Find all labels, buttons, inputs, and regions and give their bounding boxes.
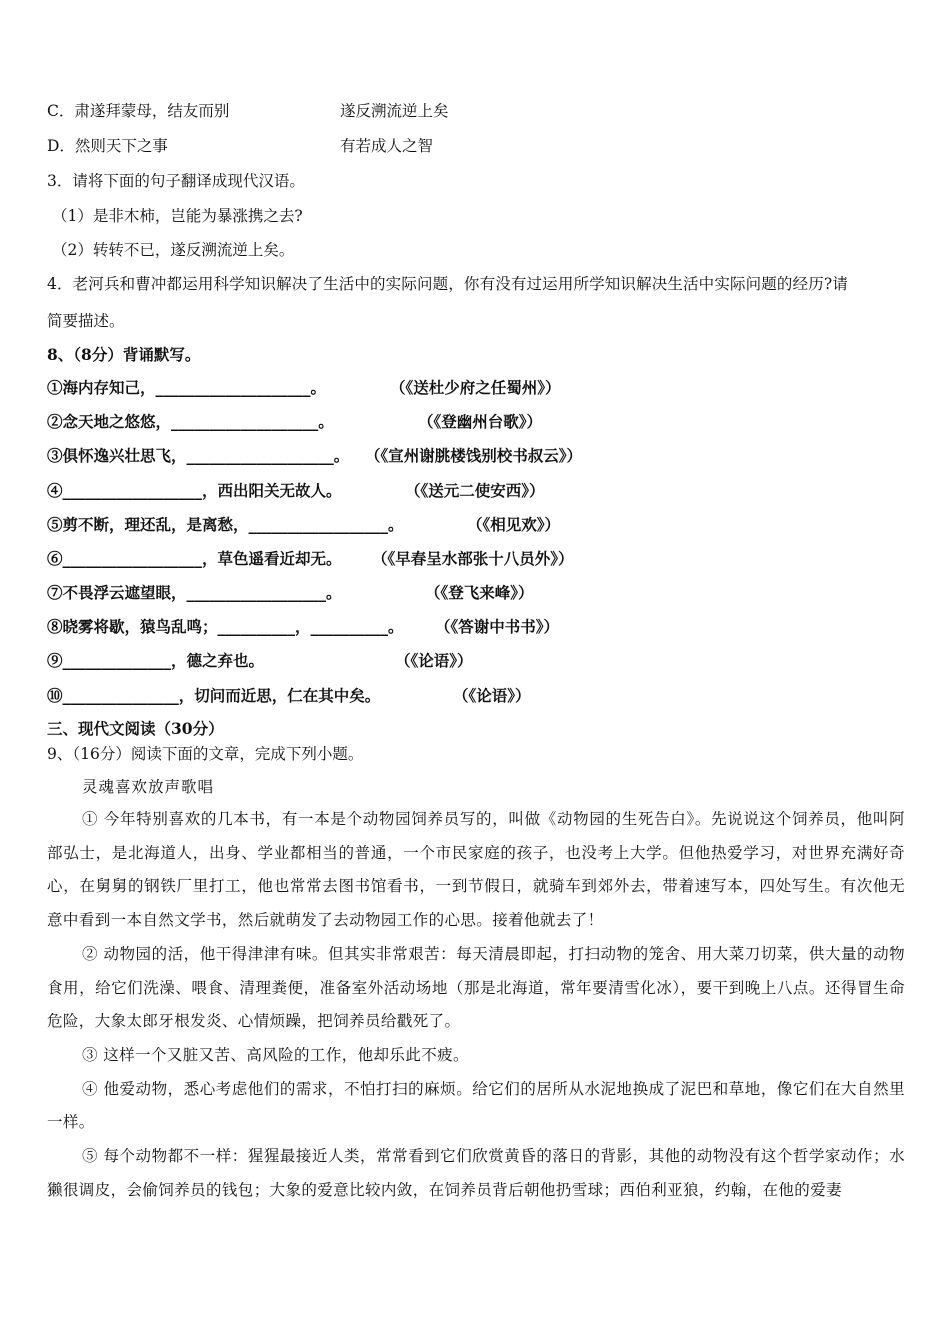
q8-item-7-text: ⑦不畏浮云遮望眼，__________________。 [47, 583, 342, 602]
article-paragraph-4: ④ 他爱动物，悉心考虑他们的需求，不怕打扫的麻烦。给它们的居所从水泥地换成了泥巴和草地，像它们在大自然里一样。 [47, 1079, 905, 1132]
q8-item-7 [47, 583, 534, 603]
q8-item-6-text: ⑥__________________，草色遥看近却无。 [47, 549, 342, 568]
q3-item-1: （1）是非木柿，岂能为暴涨携之去? [52, 207, 303, 225]
q3-title: 3．请将下面的句子翻译成现代汉语。 [47, 172, 305, 190]
q8-item-1-text: ①海内存知己，____________________。 [47, 378, 327, 397]
q8-item-6 [47, 549, 574, 569]
q8-title: 8、（8分）背诵默写。 [47, 345, 201, 364]
q4-line-2: 简要描述。 [47, 312, 125, 330]
q8-item-3-text: ③俱怀逸兴壮思飞，___________________。 [47, 446, 350, 465]
q8-item-9 [47, 651, 473, 671]
q2-option-c-right: 遂反溯流逆上矣 [340, 102, 449, 120]
q8-item-4-text: ④__________________，西出阳关无故人。 [47, 481, 342, 500]
q8-item-1-source: （《送杜少府之任蜀州》） [390, 378, 561, 397]
section-3-title: 三、现代文阅读（30分） [47, 719, 224, 738]
q8-item-4-source: （《送元二使安西》） [405, 481, 545, 500]
q8-item-3 [47, 446, 583, 466]
q8-item-10-text: ⑩_______________，切问而近思，仁在其中矣。 [47, 686, 381, 705]
q8-item-7-source: （《登飞来峰》） [425, 583, 534, 602]
q2-option-d [47, 136, 434, 156]
q8-item-8-source: （《答谢中书书》） [435, 617, 560, 636]
article-paragraph-1: ① 今年特别喜欢的几本书，有一本是个动物园饲养员写的，叫做《动物园的生死告白》。先说说这个饲养员，他叫阿部弘士，是北海道人，出身、学业都相当的普通，一个市民家庭的孩子，也没考上大学。但他热爱学习，对世界充满好奇心，在舅舅的钢铁厂里打工，他也常常去图书馆看书，一到节假日，就骑车到郊外去，带着速写本，四处写生。有次他无意中看到一本自然文学书，然后就萌发了去动物园工作的心思。接着他就去了！ [47, 810, 905, 930]
q8-item-5 [47, 515, 561, 535]
q8-item-5-text: ⑤剪不断，理还乱，是离愁，__________________。 [47, 515, 404, 534]
q8-item-8 [47, 617, 560, 637]
q8-item-9-source: （《论语》） [395, 651, 473, 670]
article-title: 灵魂喜欢放声歌唱 [82, 778, 215, 796]
article-body [47, 803, 905, 1207]
q2-option-d-label: D．然则天下之事 [47, 137, 168, 155]
q2-option-d-right: 有若成人之智 [340, 137, 434, 155]
q8-item-9-text: ⑨______________，德之弃也。 [47, 651, 265, 670]
q8-item-5-source: （《相见欢》） [467, 515, 561, 534]
article-paragraph-2: ② 动物园的活，他干得津津有味。但其实非常艰苦：每天清晨即起，打扫动物的笼舍、用大菜刀切菜，供大量的动物食用，给它们洗澡、喂食、清理粪便，准备室外活动场地（那是北海道，常年要清雪化冰），要干到晚上八点。还得冒生命危险，大象太郎牙根发炎、心情烦躁，把饲养员给戳死了。 [47, 944, 905, 1031]
article-paragraph-3: ③ 这样一个又脏又苦、高风险的工作，他却乐此不疲。 [82, 1045, 469, 1064]
q2-option-c-label: C．肃遂拜蒙母，结友而别 [47, 102, 230, 120]
article-paragraph-5: ⑤ 每个动物都不一样：猩猩最接近人类，常常看到它们欣赏黄昏的落日的背影，其他的动物没有这个哲学家动作；水獭很调皮，会偷饲养员的钱包；大象的爱意比较内敛，在饲养员背后朝他扔雪球；西伯利亚狼，约翰，在他的爱妻 [47, 1147, 905, 1199]
q8-item-10-source: （《论语》） [453, 686, 531, 705]
q8-item-2 [47, 412, 543, 432]
q8-item-8-text: ⑧晓雾将歇，猿鸟乱鸣；__________，__________。 [47, 617, 404, 636]
q8-item-2-text: ②念天地之悠悠，___________________。 [47, 412, 334, 431]
q9-instruction: 9、（16分）阅读下面的文章，完成下列小题。 [47, 745, 364, 763]
q8-item-1 [47, 378, 561, 398]
q8-item-10 [47, 686, 531, 706]
q4-line-1: 4．老河兵和曹冲都运用科学知识解决了生活中的实际问题，你有没有过运用所学知识解决生活中实际问题的经历?请 [47, 275, 848, 293]
q8-item-4 [47, 481, 545, 501]
q8-item-6-source: （《早春呈水部张十八员外》） [372, 549, 574, 568]
q3-item-2: （2）转转不已，遂反溯流逆上矣。 [52, 241, 295, 259]
q8-item-3-source: （《宣州谢朓楼饯别校书叔云》） [365, 446, 583, 465]
q2-option-c [47, 101, 449, 121]
q8-item-2-source: （《登幽州台歌》） [418, 412, 543, 431]
